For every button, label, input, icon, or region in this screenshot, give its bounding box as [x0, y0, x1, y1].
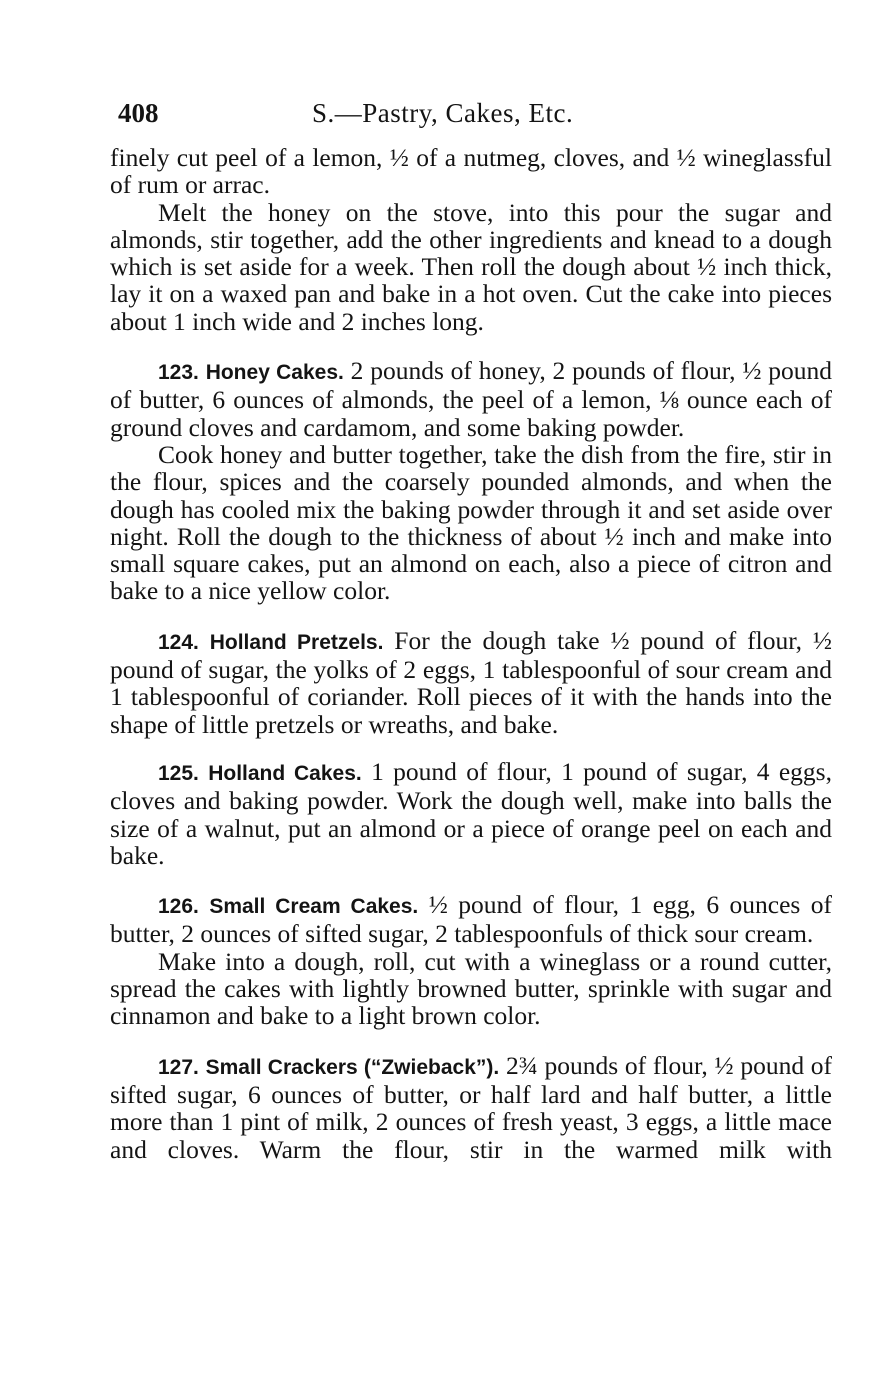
recipe-title: Holland Cakes. — [208, 761, 362, 785]
recipe-number: 124. — [158, 630, 199, 654]
recipe-ingredients — [110, 627, 832, 738]
book-page — [110, 98, 832, 1163]
recipe-124 — [110, 627, 832, 738]
recipe-ingredients — [110, 357, 832, 441]
recipe-ingredients — [110, 891, 832, 948]
recipe-ingredients-text: 2 pounds of honey, 2 pounds of flour, ½ pound of butter, 6 ounces of almonds, the peel of a lemon, ⅛ ounce each of ground cloves and cardamom, and some baking powder. — [110, 356, 833, 442]
recipe-method: Cook honey and butter together, take the dish from the fire, stir in the flour, spices and the coarsely pounded almonds, and when the dough has cooled mix the baking powder through it and set aside over night. Roll the dough to the thickness of about ½ inch and make into small square cakes, put an almond on each, also a piece of citron and bake to a nice yellow color. — [110, 439, 832, 606]
running-head: S.—Pastry, Cakes, Etc. — [312, 98, 574, 128]
intro-continuation: finely cut peel of a lemon, ½ of a nutmeg, cloves, and ½ wineglassful of rum or arrac. — [110, 143, 832, 200]
recipe-number: 126. — [158, 895, 199, 919]
recipe-ingredients-text: ½ pound of flour, 1 egg, 6 ounces of butter, 2 ounces of sifted sugar, 2 tablespoonfuls of thick sour cream. — [110, 890, 833, 949]
recipe-127 — [110, 1052, 832, 1163]
page-header — [110, 98, 832, 134]
recipe-title: Holland Pretzels. — [209, 630, 384, 654]
recipe-title: Small Cream Cakes. — [209, 895, 419, 919]
recipe-title: Small Crackers (“Zwieback”). — [205, 1055, 500, 1079]
recipe-ingredients-text: 2¾ pounds of flour, ½ pound of sifted sugar, 6 ounces of butter, or half lard and half butter, a little more than 1 pint of milk, 2 ounces of fresh yeast, 3 eggs, a little mace and cloves. Warm the flour, stir in the warmed milk with — [110, 1050, 833, 1164]
intro-method: Melt the honey on the stove, into this pour the sugar and almonds, stir together, add the other ingredients and knead to a dough which is set aside for a week. Then roll the dough about ½ inch thick, lay it on a waxed pan and bake in a hot oven. Cut the cake into pieces about 1 inch wide and 2 inches long. — [110, 197, 832, 336]
recipe-number: 127. — [158, 1055, 199, 1079]
recipe-123 — [110, 357, 832, 605]
recipe-number: 125. — [158, 761, 199, 785]
recipe-ingredients-text: 1 pound of flour, 1 pound of sugar, 4 eggs, cloves and baking powder. Work the dough well, make into balls the size of a walnut, put an almond or a piece of orange peel on each and bake. — [110, 756, 832, 870]
recipe-number: 123. — [158, 361, 199, 385]
recipe-method: Make into a dough, roll, cut with a wineglass or a round cutter, spread the cakes with lightly browned butter, sprinkle with sugar and cinnamon and bake to a light brown color. — [110, 946, 832, 1031]
recipe-ingredients — [110, 758, 832, 869]
recipe-125 — [110, 758, 832, 869]
recipe-ingredients-text: For the dough take ½ pound of flour, ½ pound of sugar, the yolks of 2 eggs, 1 tablespoonful of sour cream and 1 tablespoonful of coriander. Roll pieces of it with the hands into the shape of little pretzels or wreaths, and bake. — [110, 625, 833, 739]
recipe-title: Honey Cakes. — [205, 361, 344, 385]
recipe-ingredients — [110, 1052, 832, 1163]
recipe-126 — [110, 891, 832, 1029]
page-number: 408 — [118, 98, 159, 128]
